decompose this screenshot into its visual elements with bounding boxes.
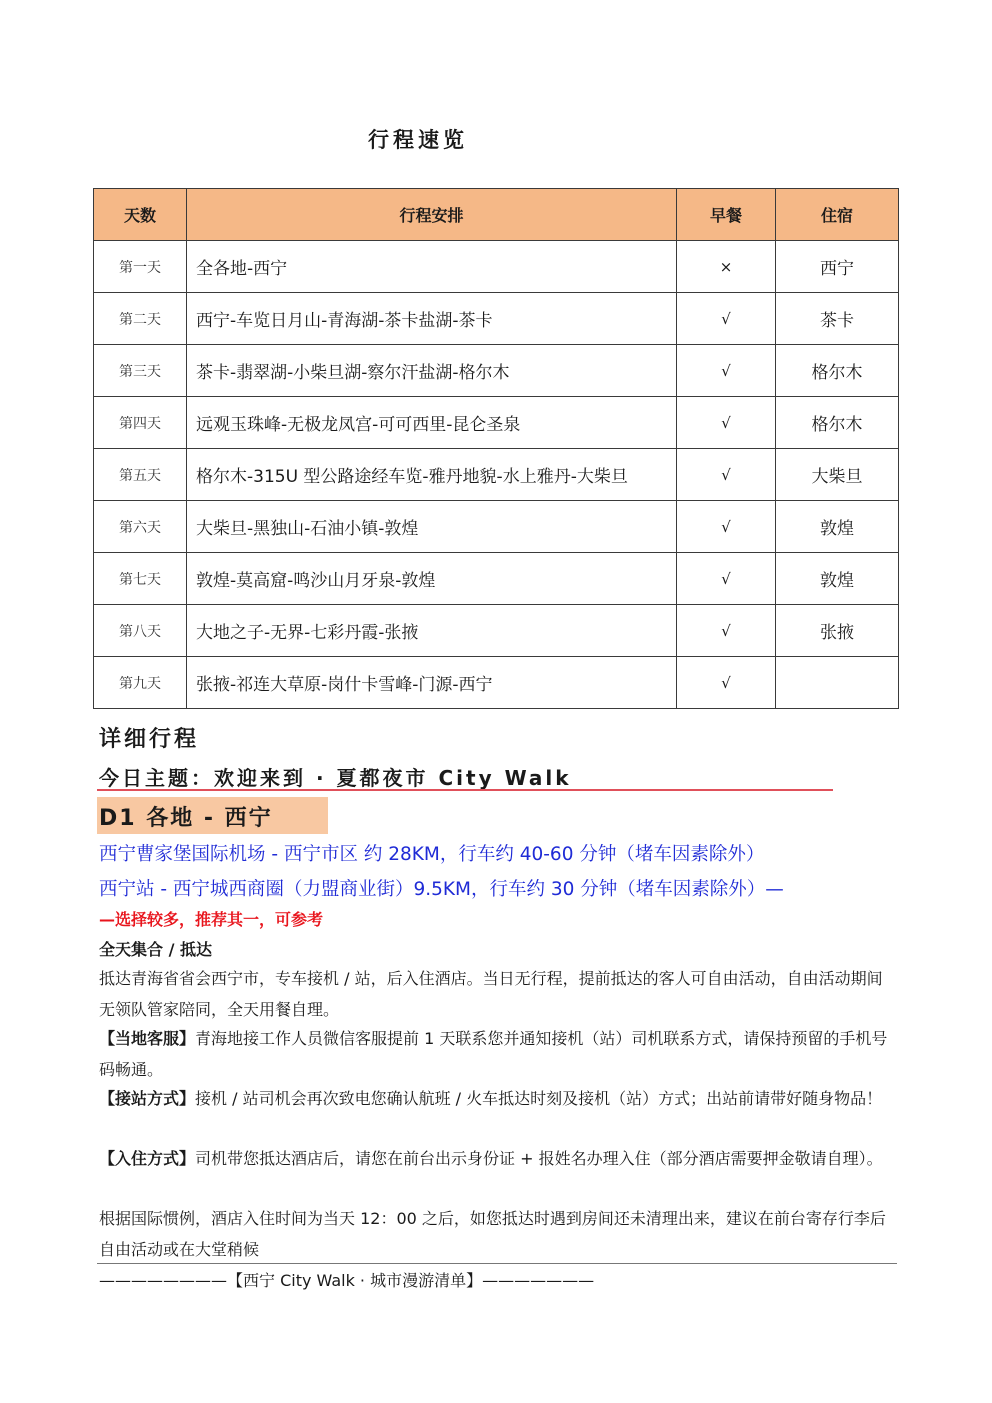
table-row [94, 293, 899, 345]
stay-cell: 敦煌 [776, 501, 899, 553]
breakfast-cell: √ [677, 293, 776, 345]
stay-cell: 张掖 [776, 605, 899, 657]
customer-service-text: 青海地接工作人员微信客服提前 1 天联系您并通知接机（站）司机联系方式，请保持预留的手机号码畅通。 [99, 1029, 888, 1079]
plan-cell: 张掖-祁连大草原-岗什卡雪峰-门源-西宁 [187, 657, 677, 709]
section-divider [97, 1263, 897, 1264]
pickup-label: 【接站方式】 [99, 1089, 196, 1108]
stay-cell: 格尔木 [776, 397, 899, 449]
plan-cell: 远观玉珠峰-无极龙凤宫-可可西里-昆仑圣泉 [187, 397, 677, 449]
breakfast-cell: × [677, 241, 776, 293]
plan-cell: 茶卡-翡翠湖-小柴旦湖-察尔汗盐湖-格尔木 [187, 345, 677, 397]
stay-cell: 大柴旦 [776, 449, 899, 501]
day-banner-label: D1 各地 - 西宁 [99, 806, 273, 831]
arrival-subheading: 全天集合 / 抵达 [99, 940, 212, 959]
plan-cell: 敦煌-莫高窟-鸣沙山月牙泉-敦煌 [187, 553, 677, 605]
theme-heading: 今日主题：欢迎来到 · 夏都夜市 City Walk [99, 766, 572, 790]
breakfast-cell: √ [677, 605, 776, 657]
table-row [94, 345, 899, 397]
route-airport: 西宁曹家堡国际机场 - 西宁市区 约 28KM，行车约 40-60 分钟（堵车因素除外） [99, 844, 765, 865]
detail-heading: 详细行程 [99, 727, 200, 752]
header-stay: 住宿 [776, 189, 899, 241]
plan-cell: 大柴旦-黑独山-石油小镇-敦煌 [187, 501, 677, 553]
day-cell: 第九天 [94, 657, 187, 709]
plan-cell: 格尔木-315U 型公路途经车览-雅丹地貌-水上雅丹-大柴旦 [187, 449, 677, 501]
plan-cell: 全各地-西宁 [187, 241, 677, 293]
customer-service-label: 【当地客服】 [99, 1029, 196, 1048]
table-row [94, 449, 899, 501]
header-breakfast: 早餐 [677, 189, 776, 241]
pickup-paragraph [99, 1083, 896, 1114]
checkin-label: 【入住方式】 [99, 1149, 196, 1168]
breakfast-cell: √ [677, 501, 776, 553]
route-station: 西宁站 - 西宁城西商圈（力盟商业街）9.5KM，行车约 30 分钟（堵车因素除外）— [99, 879, 784, 900]
header-day: 天数 [94, 189, 187, 241]
breakfast-cell: √ [677, 657, 776, 709]
page-title: 行程速览 [368, 128, 468, 152]
checkin-text: 司机带您抵达酒店后，请您在前台出示身份证 + 报姓名办理入住（部分酒店需要押金敬请自理）。 [195, 1149, 883, 1168]
table-row [94, 501, 899, 553]
day-cell: 第八天 [94, 605, 187, 657]
pickup-text: 接机 / 站司机会再次致电您确认航班 / 火车抵达时刻及接机（站）方式；出站前请带好随身物品！ [195, 1089, 883, 1108]
stay-cell: 敦煌 [776, 553, 899, 605]
table-row [94, 605, 899, 657]
breakfast-cell: √ [677, 345, 776, 397]
checkin-paragraph [99, 1143, 896, 1174]
breakfast-cell: √ [677, 397, 776, 449]
day-banner [97, 797, 328, 834]
itinerary-table [93, 188, 899, 709]
breakfast-cell: √ [677, 553, 776, 605]
plan-cell: 大地之子-无界-七彩丹霞-张掖 [187, 605, 677, 657]
arrival-paragraph: 抵达青海省省会西宁市，专车接机 / 站，后入住酒店。当日无行程，提前抵达的客人可自由活动，自由活动期间无领队管家陪同，全天用餐自理。 [99, 969, 883, 1019]
stay-cell [776, 657, 899, 709]
customer-service-paragraph [99, 1023, 896, 1085]
stay-cell: 茶卡 [776, 293, 899, 345]
header-plan: 行程安排 [187, 189, 677, 241]
day-cell: 第二天 [94, 293, 187, 345]
day-cell: 第五天 [94, 449, 187, 501]
day-cell: 第七天 [94, 553, 187, 605]
table-header-row [94, 189, 899, 241]
day-cell: 第四天 [94, 397, 187, 449]
table-row [94, 553, 899, 605]
route-note: —选择较多，推荐其一，可参考 [99, 910, 324, 929]
table-row [94, 657, 899, 709]
stay-cell: 西宁 [776, 241, 899, 293]
theme-divider [97, 789, 833, 791]
plan-cell: 西宁-车览日月山-青海湖-茶卡盐湖-茶卡 [187, 293, 677, 345]
stay-cell: 格尔木 [776, 345, 899, 397]
citywalk-heading: ————————【西宁 City Walk · 城市漫游清单】——————— [99, 1271, 595, 1290]
day-cell: 第三天 [94, 345, 187, 397]
table-row [94, 241, 899, 293]
checkin-time-paragraph: 根据国际惯例，酒店入住时间为当天 12：00 之后，如您抵达时遇到房间还未清理出来，建议在前台寄存行李后自由活动或在大堂稍候 [99, 1209, 886, 1259]
day-cell: 第六天 [94, 501, 187, 553]
breakfast-cell: √ [677, 449, 776, 501]
day-cell: 第一天 [94, 241, 187, 293]
table-row [94, 397, 899, 449]
